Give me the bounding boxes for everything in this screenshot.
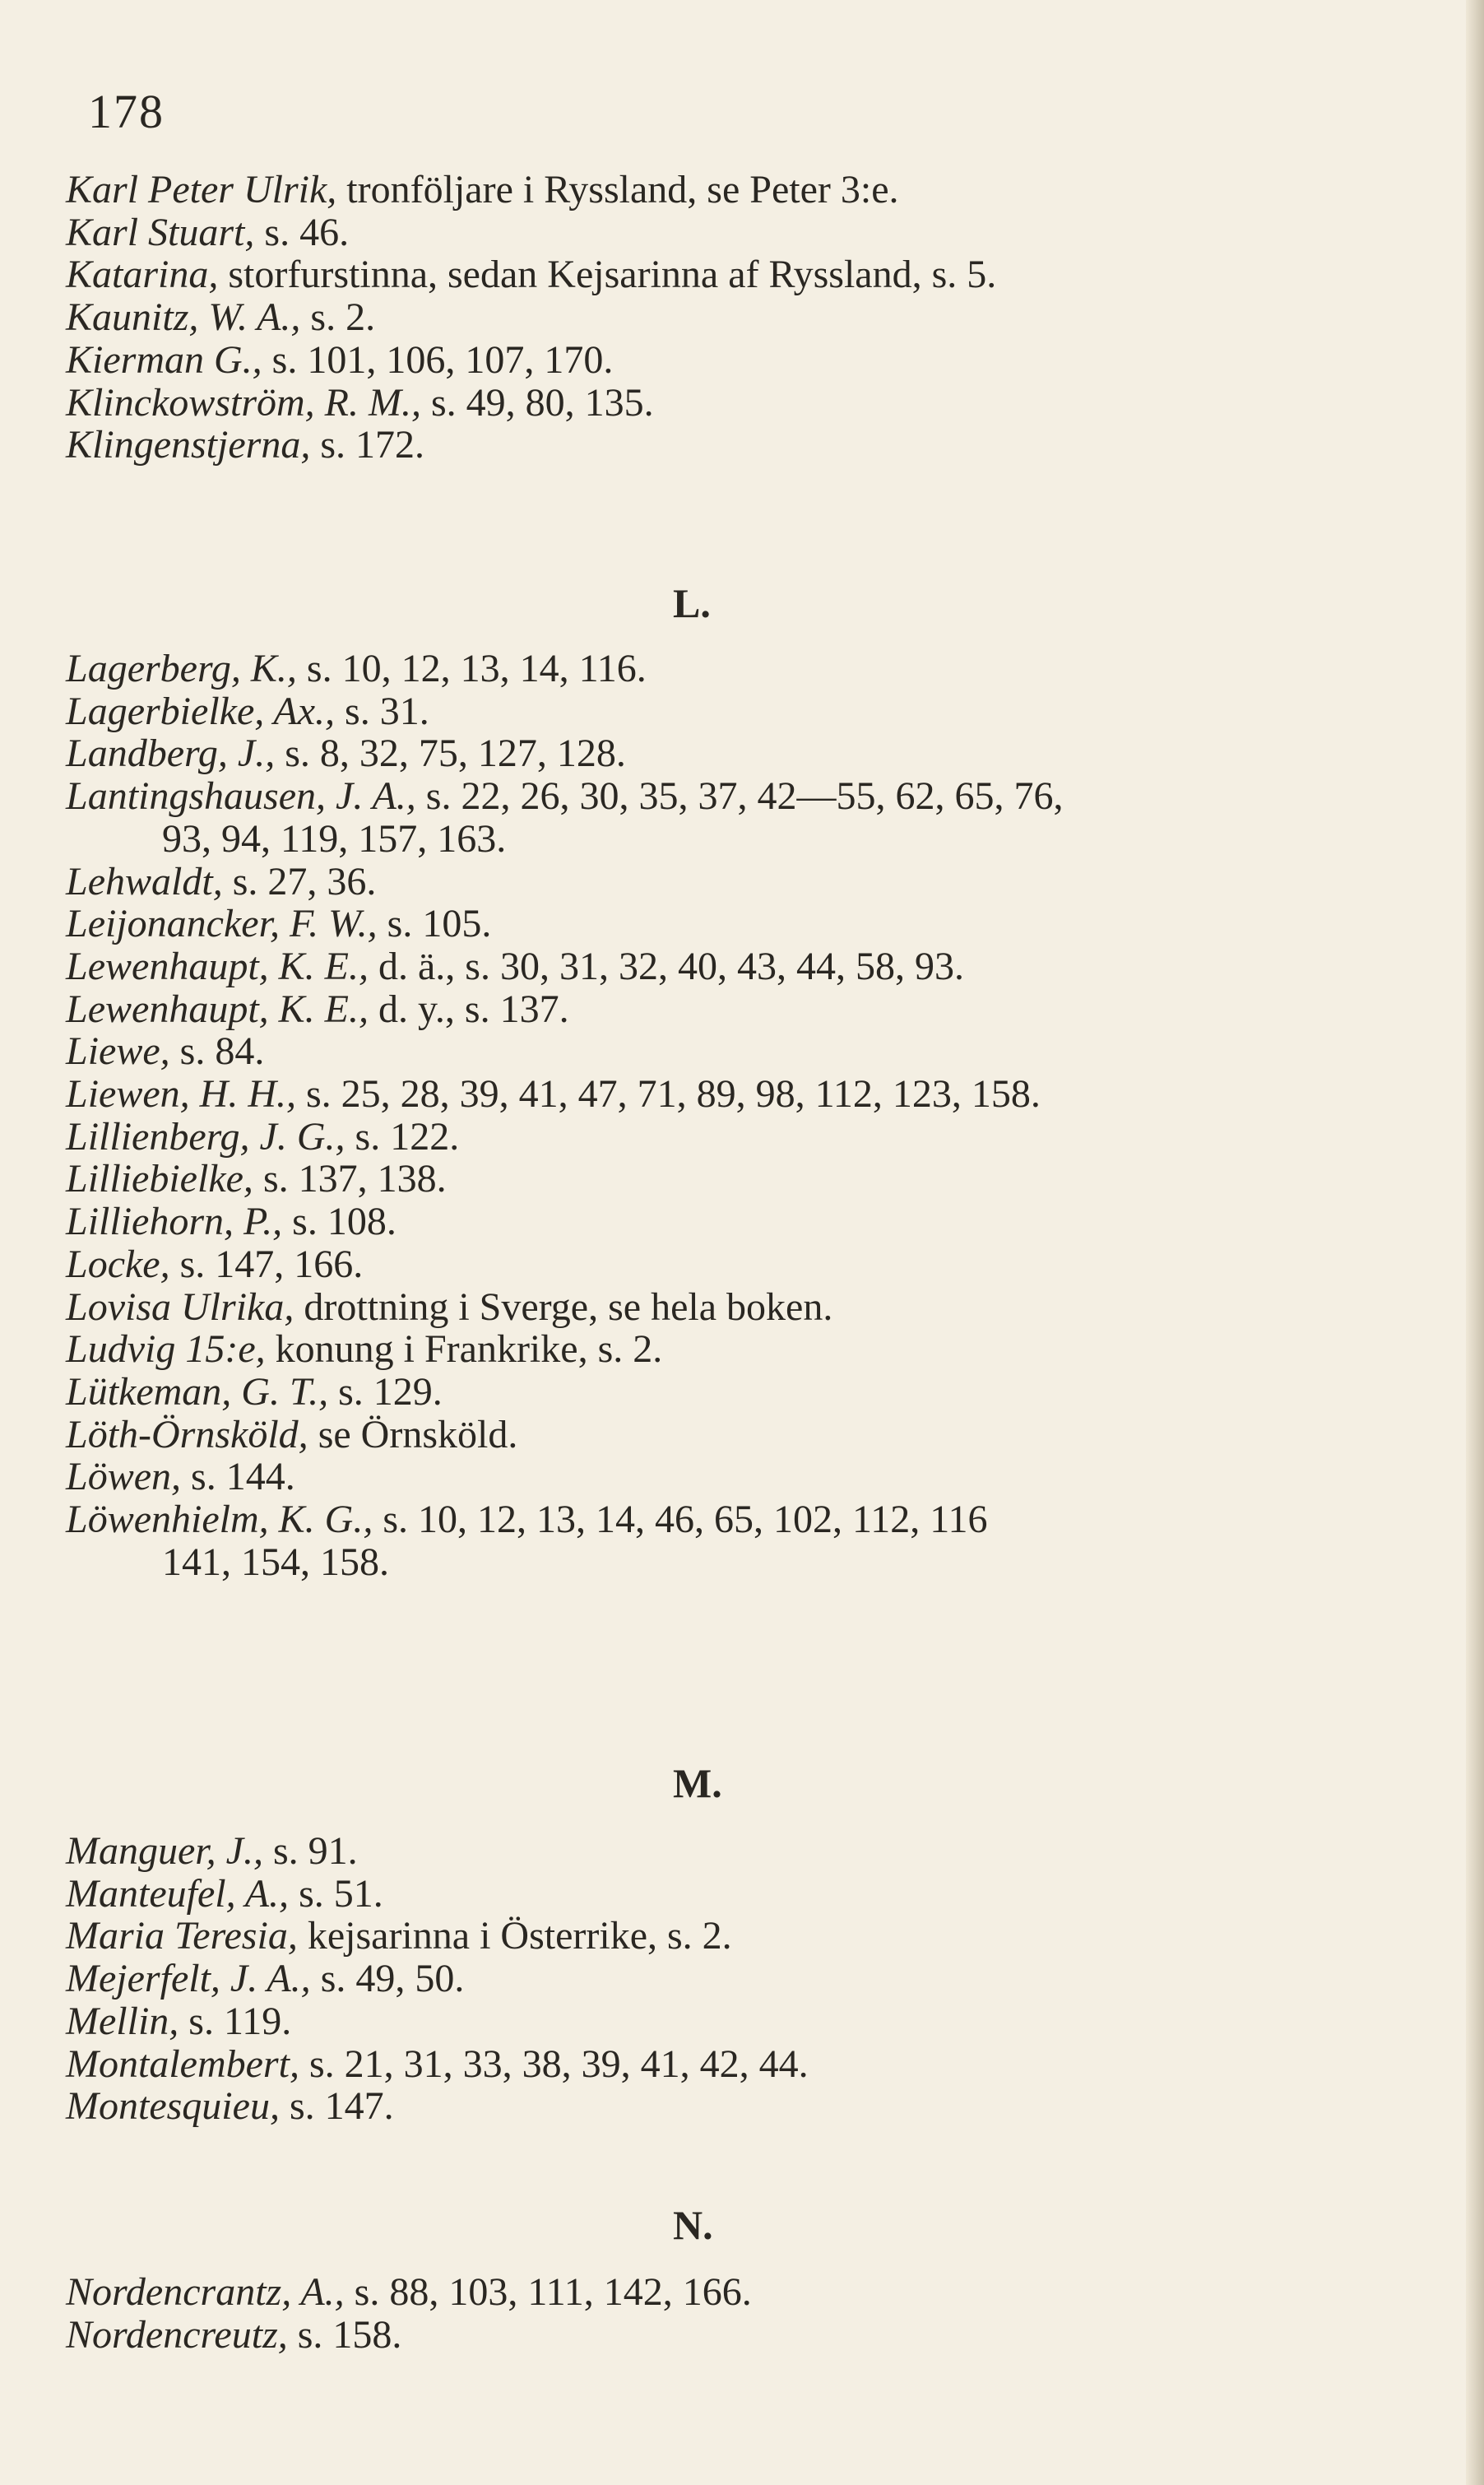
entry-references: s. 49, 50. bbox=[310, 1957, 465, 2001]
entry-references: s. 31. bbox=[335, 689, 429, 733]
entry-name: Lagerbielke, Ax., bbox=[66, 689, 336, 733]
entry-name: Lillienberg, J. G., bbox=[66, 1114, 345, 1159]
entry-name: Löwenhielm, K. G., bbox=[66, 1498, 373, 1541]
entry-references: drottning i Sverge, se hela boken. bbox=[294, 1284, 833, 1329]
entry-name: Karl Peter Ulrik, bbox=[66, 168, 337, 211]
entry-name: Locke, bbox=[66, 1242, 170, 1286]
entry-references: s. 10, 12, 13, 14, 46, 65, 102, 112, 116 bbox=[373, 1498, 988, 1541]
entry-name: Lilliebielke, bbox=[66, 1157, 253, 1201]
entry-name: Lütkeman, G. T., bbox=[66, 1369, 329, 1414]
entry-references: s. 158. bbox=[287, 2312, 402, 2357]
entry-references: s. 129. bbox=[328, 1369, 443, 1414]
entry-name: Lilliehorn, P., bbox=[66, 1200, 283, 1244]
entry-references: tronföljare i Ryssland, se Peter 3:e. bbox=[336, 168, 899, 211]
entry-name: Löth-Örnsköld, bbox=[66, 1412, 308, 1456]
entry-name: Kierman G., bbox=[66, 337, 262, 382]
entry-references: s. 137, 138. bbox=[253, 1157, 447, 1201]
entry-name: Landberg, J., bbox=[66, 732, 276, 776]
entry-references: s. 51. bbox=[289, 1871, 383, 1916]
entry-references: kejsarinna i Österrike, s. 2. bbox=[297, 1914, 732, 1958]
entry-name: Lehwaldt, bbox=[66, 859, 223, 903]
entry-name: Katarina, bbox=[66, 253, 219, 297]
section-heading: L. bbox=[673, 580, 711, 626]
entry-references: s. 101, 106, 107, 170. bbox=[262, 337, 614, 382]
entry-references: 141, 154, 158. bbox=[162, 1540, 389, 1584]
entry-references: s. 105. bbox=[377, 902, 492, 946]
entry-references: s. 46. bbox=[254, 210, 350, 254]
entry-name: Klingenstjerna, bbox=[66, 423, 311, 467]
entry-references: konung i Frankrike, s. 2. bbox=[265, 1327, 663, 1372]
entry-name: Manteufel, A., bbox=[66, 1871, 290, 1916]
entry-name: Nordencrantz, A., bbox=[66, 2270, 345, 2314]
entry-references: storfurstinna, sedan Kejsarinna af Ryssland, s. 5. bbox=[218, 253, 997, 297]
entry-name: Löwen, bbox=[66, 1455, 182, 1499]
entry-references: s. 49, 80, 135. bbox=[420, 380, 654, 425]
entry-references: d. ä., s. 30, 31, 32, 40, 43, 44, 58, 93. bbox=[369, 944, 964, 988]
entry-name: Lewenhaupt, K. E., bbox=[66, 944, 369, 988]
entry-name: Lagerberg, K., bbox=[66, 647, 297, 690]
entry-references: d. y., s. 137. bbox=[369, 987, 569, 1031]
entry-references: s. 21, 31, 33, 38, 39, 41, 42, 44. bbox=[299, 2041, 809, 2086]
entry-references: s. 2. bbox=[300, 295, 376, 340]
entry-references: s. 91. bbox=[262, 1829, 358, 1873]
entry-name: Nordencreutz, bbox=[66, 2312, 288, 2357]
index-entry bbox=[66, 2081, 394, 2132]
entry-references: s. 8, 32, 75, 127, 128. bbox=[275, 732, 626, 776]
entry-name: Lovisa Ulrika, bbox=[66, 1284, 294, 1329]
section-heading: M. bbox=[673, 1760, 722, 1806]
entry-references: s. 108. bbox=[282, 1200, 397, 1244]
entry-references: s. 88, 103, 111, 142, 166. bbox=[344, 2270, 752, 2314]
page-number: 178 bbox=[88, 85, 165, 138]
entry-references: s. 10, 12, 13, 14, 116. bbox=[296, 647, 647, 690]
index-entry bbox=[66, 420, 424, 471]
entry-name: Liewen, H. H., bbox=[66, 1072, 296, 1116]
entry-name: Klinckowström, R. M., bbox=[66, 380, 421, 425]
entry-references: s. 27, 36. bbox=[222, 859, 377, 903]
entry-references: s. 22, 26, 30, 35, 37, 42—55, 62, 65, 76, bbox=[415, 774, 1064, 819]
entry-name: Maria Teresia, bbox=[66, 1914, 298, 1958]
entry-references: s. 122. bbox=[345, 1114, 460, 1159]
entry-name: Lewenhaupt, K. E., bbox=[66, 987, 369, 1031]
entry-name: Ludvig 15:e, bbox=[66, 1327, 266, 1372]
entry-references: s. 144. bbox=[181, 1455, 295, 1499]
entry-references: se Örnsköld. bbox=[308, 1412, 518, 1456]
entry-references: s. 25, 28, 39, 41, 47, 71, 89, 98, 112, 123, 158. bbox=[295, 1072, 1041, 1116]
entry-references: s. 147, 166. bbox=[169, 1242, 364, 1286]
index-entry bbox=[162, 1537, 389, 1588]
page-edge bbox=[1466, 0, 1484, 2485]
entry-name: Montalembert, bbox=[66, 2041, 299, 2086]
entry-references: s. 119. bbox=[179, 1999, 292, 2043]
entry-name: Karl Stuart, bbox=[66, 210, 255, 254]
entry-references: s. 84. bbox=[169, 1029, 265, 1074]
entry-name: Liewe, bbox=[66, 1029, 170, 1074]
entry-name: Mellin, bbox=[66, 1999, 179, 2043]
entry-references: s. 172. bbox=[310, 423, 425, 467]
entry-name: Leijonancker, F. W., bbox=[66, 902, 378, 946]
entry-name: Lantingshausen, J. A., bbox=[66, 774, 416, 819]
entry-references: 93, 94, 119, 157, 163. bbox=[162, 816, 507, 861]
section-heading: N. bbox=[673, 2202, 713, 2248]
entry-name: Mejerfelt, J. A., bbox=[66, 1957, 311, 2001]
index-entry bbox=[66, 2310, 401, 2361]
entry-references: s. 147. bbox=[279, 2084, 394, 2129]
entry-name: Montesquieu, bbox=[66, 2084, 280, 2129]
entry-name: Kaunitz, W. A., bbox=[66, 295, 301, 340]
entry-name: Manguer, J., bbox=[66, 1829, 263, 1873]
